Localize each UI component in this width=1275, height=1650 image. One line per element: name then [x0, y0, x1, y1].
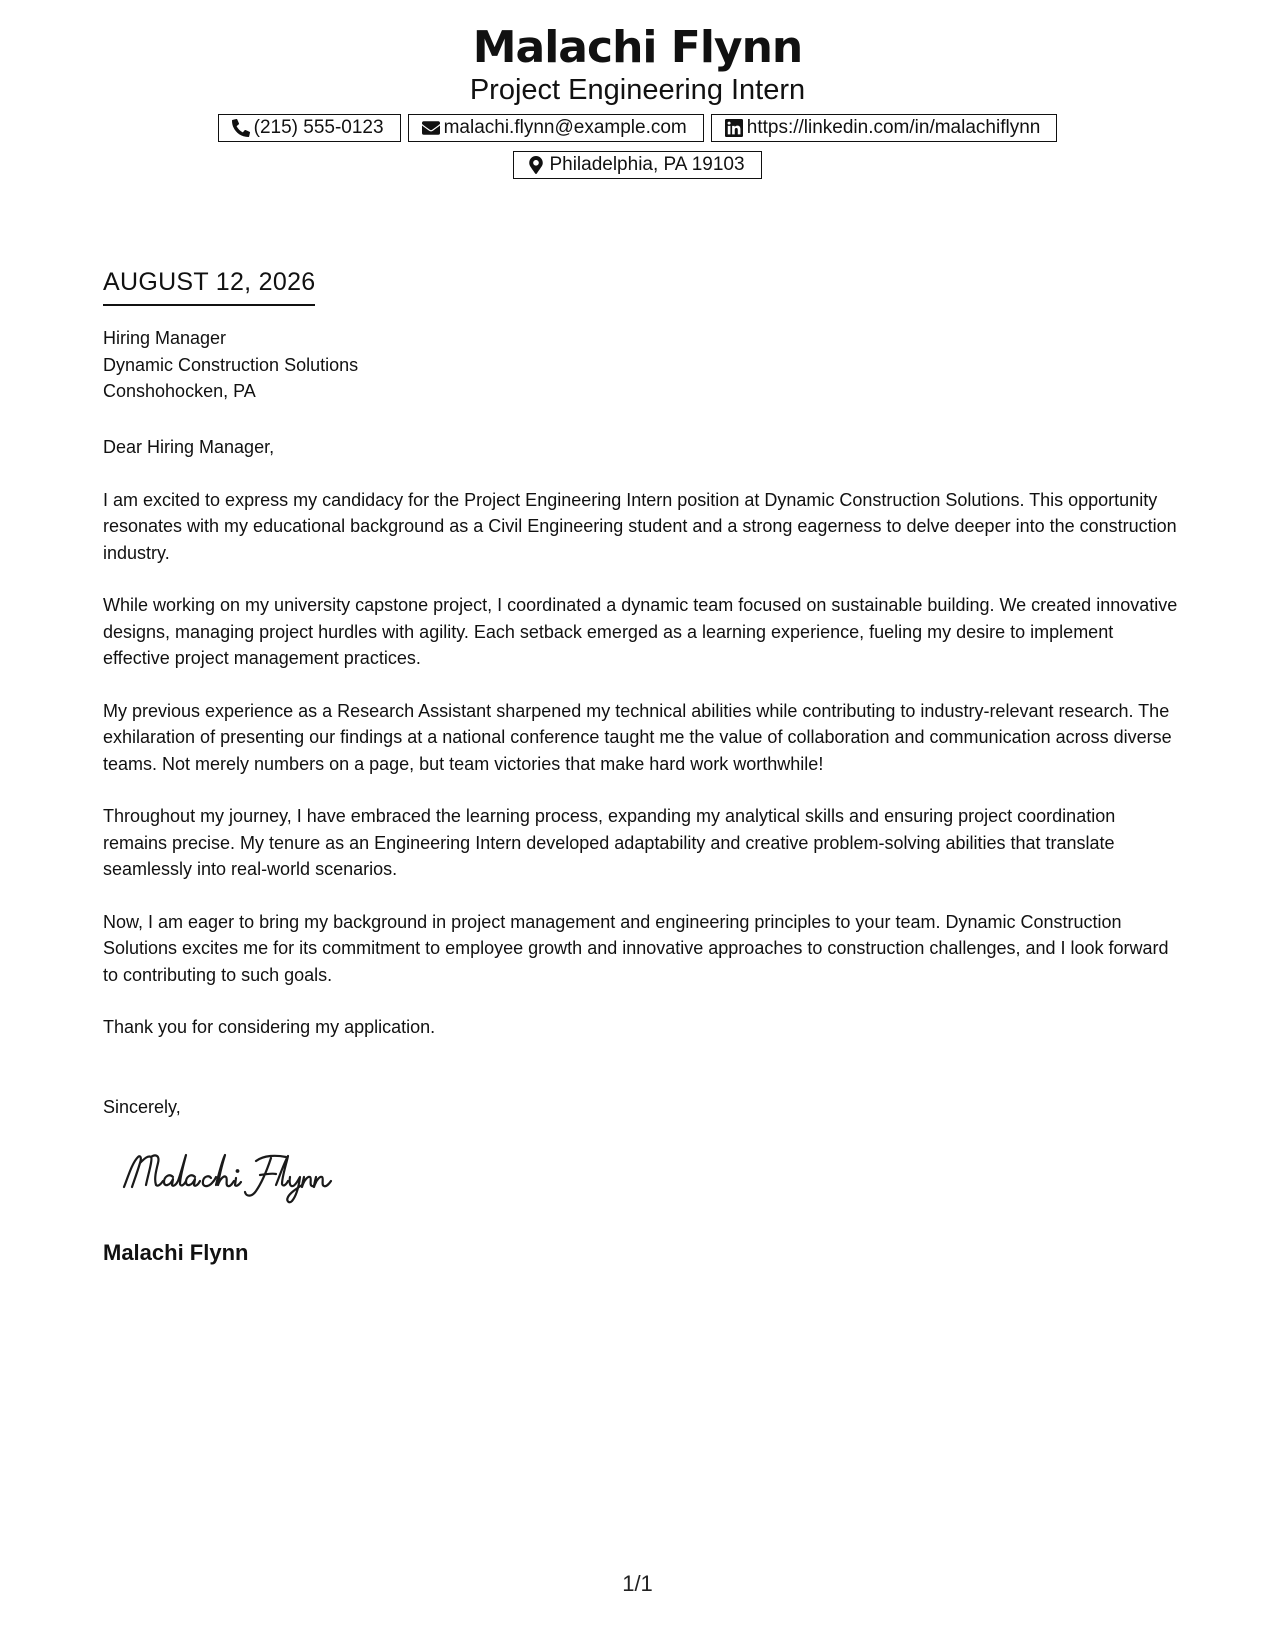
closing: Sincerely, — [103, 1097, 181, 1117]
envelope-icon — [422, 119, 440, 137]
contact-row — [0, 114, 1275, 142]
location-text: Philadelphia, PA 19103 — [549, 154, 745, 175]
signer-name: Malachi Flynn — [103, 1240, 249, 1265]
map-pin-icon — [527, 156, 545, 174]
linkedin-text: https://linkedin.com/in/malachiflynn — [746, 117, 1041, 138]
body-paragraph: Now, I am eager to bring my background in project management and engineering principles to your team. Dynamic Construction Solutions excites me for its commitment to employee growth and innovative approaches to construction challenges, and I look forward to contributing to such goals. — [103, 911, 1169, 985]
phone-chip[interactable] — [218, 114, 401, 142]
location-chip[interactable] — [513, 151, 761, 179]
letter-body — [103, 434, 1178, 1067]
body-paragraph: I am excited to express my candidacy for the Project Engineering Intern position at Dynamic Construction Solutions. This opportunity resonates with my educational background as a Civil Engineering student and a strong eagerness to delve deeper into the construction industry. — [103, 489, 1177, 563]
body-paragraph: While working on my university capstone project, I coordinated a dynamic team focused on sustainable building. We created innovative designs, managing project hurdles with agility. Each setback emerged as a learning experience, fueling my desire to implement effective project management practices. — [103, 595, 1178, 668]
recipient-block — [103, 325, 358, 405]
phone-icon — [232, 119, 250, 137]
page-indicator: 1/1 — [622, 1571, 653, 1596]
recipient-title: Hiring Manager — [103, 328, 227, 348]
recipient-location: Conshohocken, PA — [103, 381, 256, 401]
linkedin-icon — [725, 119, 743, 137]
body-paragraph: Throughout my journey, I have embraced the learning process, expanding my analytical skills and ensuring project coordination remains precise. My tenure as an Engineering Intern developed adaptability and creative problem-solving abilities that translate seamlessly into real-world scenarios. — [103, 806, 1116, 879]
email-chip[interactable] — [408, 114, 704, 142]
applicant-role: Project Engineering Intern — [469, 74, 806, 106]
body-paragraph: My previous experience as a Research Assistant sharpened my technical abilities while contributing to industry-relevant research. The exhilaration of presenting our findings at a national conference taught me the value of collaboration and communication across diverse teams. Not merely numbers on a page, but team victories that make hard work worthwhile! — [103, 700, 1172, 774]
email-text: malachi.flynn@example.com — [443, 117, 687, 138]
handwritten-signature — [118, 1147, 358, 1205]
linkedin-chip[interactable] — [711, 114, 1058, 142]
letter-date: AUGUST 12, 2026 — [103, 266, 315, 306]
recipient-company: Dynamic Construction Solutions — [103, 354, 359, 375]
applicant-name: Malachi Flynn — [472, 22, 803, 73]
salutation: Dear Hiring Manager, — [103, 437, 275, 457]
phone-text: (215) 555-0123 — [253, 117, 384, 138]
contact-row-2 — [0, 151, 1275, 179]
thank-you-line: Thank you for considering my application. — [103, 1017, 436, 1037]
